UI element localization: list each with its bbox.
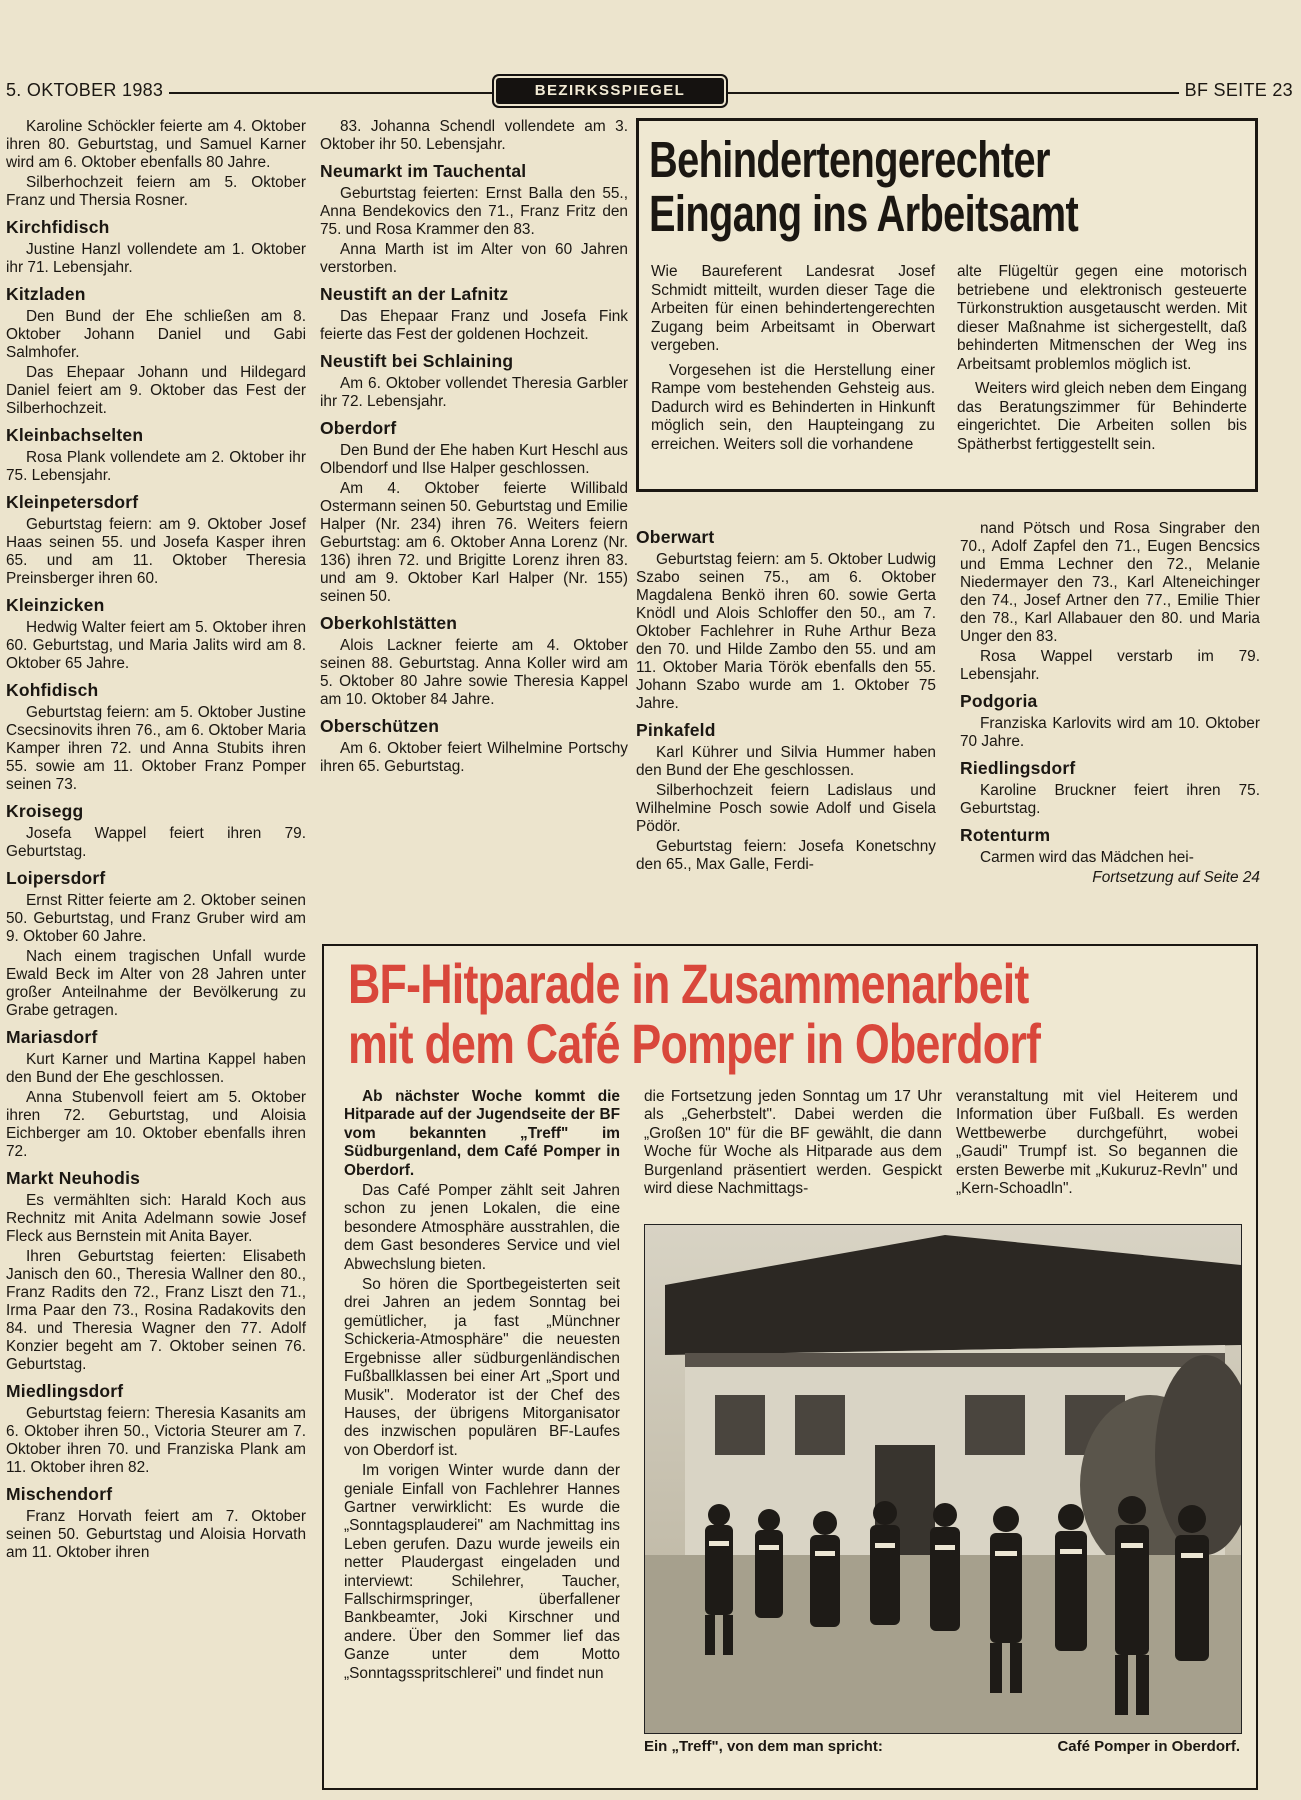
column-2 (320, 118, 628, 778)
paragraph: Carmen wird das Mädchen hei- (980, 849, 1194, 866)
paragraph: Karoline Bruckner feiert ihren 75. Geburtstag. (960, 782, 1260, 817)
photo-illustration (645, 1225, 1241, 1733)
page-header (6, 80, 1293, 106)
photo-caption (644, 1738, 1240, 1755)
paragraph: Am 4. Oktober feierte Willibald Ostermann seinen 50. Geburtstag und Emilie Halper (Nr. 234) ihren 76. Weiters feiern Geburtstag: am 6. Oktober Anna Lorenz (Nr. 136) ihren 72. und Brigitte Lorenz ihren 83. und am 9. Oktober Karl Halper (Nr. 155) seinen 50. (320, 480, 628, 605)
paragraph: Ernst Ritter feierte am 2. Oktober seinen 50. Geburtstag, und Franz Gruber wird am 9. Oktober 60 Jahre. (6, 892, 306, 945)
locality-heading: Oberkohlstätten (320, 613, 458, 633)
column-1 (6, 118, 306, 1564)
paragraph: 83. Johanna Schendl vollendete am 3. Oktober ihr 50. Lebensjahr. (320, 118, 628, 153)
caption-left: Ein „Treff", von dem man spricht: (644, 1738, 883, 1755)
page-number: BF SEITE 23 (1179, 80, 1293, 101)
locality-heading: Oberschützen (320, 716, 440, 736)
paragraph: Weiters wird gleich neben dem Eingang das Beratungszimmer für Behinderte eingerichtet. Die Arbeiten sollen bis Spätherbst fertiggestellt sein. (957, 380, 1247, 453)
paragraph: Geburtstag feiern: am 5. Oktober Ludwig Szabo seinen 75., am 6. Oktober Magdalena Benkö ihren 60. sowie Gerta Knödl und Alois Schloffer den 50., am 7. Oktober Fachlehrer in Ruhe Arthur Beza den 70. und Hilde Zambo den 55. und am 11. Oktober Maria Török ebenfalls den 55. Johann Szabo wurde am 1. Oktober 75 Jahre. (636, 551, 936, 712)
paragraph: Rosa Wappel verstarb im 79. Lebensjahr. (960, 648, 1260, 683)
paragraph: Geburtstag feierten: Ernst Balla den 55., Anna Bendekovics den 71., Franz Fritz den 75. und Rosa Krammer den 83. (320, 185, 628, 238)
column-3 (636, 520, 936, 876)
locality-heading: Podgoria (960, 691, 1038, 711)
paragraph: Karl Kührer und Silvia Hummer haben den Bund der Ehe geschlossen. (636, 744, 936, 779)
headline-line-1: BF-Hitparade in Zusammenarbeit (348, 952, 1029, 1015)
lead-paragraph: Ab nächster Woche kommt die Hitparade auf der Jugendseite der BF vom bekannten „Treff" im Südburgenland, dem Café Pomper in Oberdorf. (344, 1088, 620, 1179)
paragraph: Silberhochzeit feiern am 5. Oktober Franz und Thersia Rosner. (6, 174, 306, 209)
paragraph: Franz Horvath feiert am 7. Oktober seinen 50. Geburtstag und Aloisia Horvath am 11. Oktober ihren (6, 1508, 306, 1561)
paragraph: Es vermählten sich: Harald Koch aus Rechnitz mit Anita Adelmann sowie Josef Fleck aus Bernstein mit Anita Bayer. (6, 1192, 306, 1245)
locality-heading: Oberwart (636, 527, 715, 547)
locality-heading: Neustift bei Schlaining (320, 351, 514, 371)
article-arbeitsamt-col-a (651, 263, 935, 460)
paragraph: Josefa Wappel feiert ihren 79. Geburtstag. (6, 825, 306, 860)
cafe-pomper-photo (644, 1224, 1242, 1734)
issue-date: 5. OKTOBER 1983 (6, 80, 169, 101)
paragraph: Kurt Karner und Martina Kappel haben den Bund der Ehe geschlossen. (6, 1051, 306, 1086)
paragraph: Das Café Pomper zählt seit Jahren schon zu jenen Lokalen, die eine besondere Atmosphäre ausstrahlen, die dem Gast besonderes Service und viel Abwechslung bieten. (344, 1182, 620, 1273)
paragraph: So hören die Sportbegeisterten seit drei Jahren an jedem Sonntag bei gemütlicher, ja fast „Münchner Schickeria-Atmosphäre" die neuesten Ergebnisse aller südburgenländischen Fußballklassen bei einer Art „Sport und Musik". Moderator ist der Chef des Hauses, der übrigens Mitorganisator des inzwischen populären BF-Laufes von Oberdorf ist. (344, 1276, 620, 1459)
locality-heading: Miedlingsdorf (6, 1381, 124, 1401)
paragraph: Den Bund der Ehe schließen am 8. Oktober Johann Daniel und Gabi Salmhofer. (6, 308, 306, 361)
paragraph: Den Bund der Ehe haben Kurt Heschl aus Olbendorf und Ilse Halper geschlossen. (320, 442, 628, 477)
locality-heading: Kroisegg (6, 801, 84, 821)
paragraph: Franziska Karlovits wird am 10. Oktober 70 Jahre. (960, 715, 1260, 750)
headline-line-1: Behindertengerechter (649, 131, 1050, 188)
article-hitparade-headline (348, 954, 1228, 1074)
paragraph: Am 6. Oktober vollendet Theresia Garbler ihr 72. Lebensjahr. (320, 375, 628, 410)
paragraph: Geburtstag feiern: am 5. Oktober Justine Csecsinovits ihren 76., am 6. Oktober Maria Kamper ihren 72. und Anna Stubits ihren 55. sowie am 11. Oktober Franz Pomper seinen 73. (6, 704, 306, 793)
headline-line-2: mit dem Café Pomper in Oberdorf (348, 1012, 1041, 1075)
article-hitparade-col-b (644, 1088, 942, 1200)
headline-line-2: Eingang ins Arbeitsamt (649, 185, 1079, 242)
paragraph: Vorgesehen ist die Herstellung einer Rampe vom bestehenden Gehsteig aus. Dadurch wird es Behinderten in Hinkunft möglich sein, den Haupteingang zu erreichen. Weiters soll die vorhandene (651, 361, 935, 453)
locality-heading: Pinkafeld (636, 720, 716, 740)
paragraph: alte Flügeltür gegen eine motorisch betriebene und elektronisch gesteuerte Türkonstruktion ausgetauscht werden. Mit dieser Maßnahme ist sichergestellt, daß behinderten Mitmenschen der Weg ins Arbeitsamt problemlos möglich ist. (957, 263, 1247, 373)
article-arbeitsamt-headline (649, 133, 1242, 241)
caption-right: Café Pomper in Oberdorf. (1057, 1738, 1240, 1755)
paragraph: Hedwig Walter feiert am 5. Oktober ihren 60. Geburtstag, und Maria Jalits wird am 8. Oktober 65 Jahre. (6, 619, 306, 672)
paragraph: Rosa Plank vollendete am 2. Oktober ihr 75. Lebensjahr. (6, 449, 306, 484)
article-hitparade-col-a (344, 1088, 620, 1685)
locality-heading: Markt Neuhodis (6, 1168, 141, 1188)
paragraph: Karoline Schöckler feierte am 4. Oktober ihren 80. Geburtstag, und Samuel Karner wird am 6. Oktober ebenfalls 80 Jahre. (6, 118, 306, 171)
paragraph: Silberhochzeit feiern Ladislaus und Wilhelmine Posch sowie Adolf und Gisela Pödör. (636, 782, 936, 835)
paragraph: Anna Marth ist im Alter von 60 Jahren verstorben. (320, 241, 628, 276)
paragraph: Geburtstag feiern: am 9. Oktober Josef Haas seinen 55. und Josefa Kasper ihren 65. und am 11. Oktober Theresia Preinsberger ihren 60. (6, 516, 306, 587)
locality-heading: Mariasdorf (6, 1027, 98, 1047)
paragraph: Geburtstag feiern: Josefa Konetschny den 65., Max Galle, Ferdi- (636, 838, 936, 873)
locality-heading: Kleinbachselten (6, 425, 144, 445)
paragraph: Anna Stubenvoll feiert am 5. Oktober ihren 72. Geburtstag, und Aloisia Eichberger am 10. Oktober ebenfalls ihren 72. (6, 1089, 306, 1160)
locality-heading: Riedlingsdorf (960, 758, 1076, 778)
paragraph: Am 6. Oktober feiert Wilhelmine Portschy ihren 65. Geburtstag. (320, 740, 628, 775)
continuation-note: Fortsetzung auf Seite 24 (1092, 869, 1260, 886)
article-hitparade-col-c (956, 1088, 1238, 1200)
locality-heading: Rotenturm (960, 825, 1051, 845)
section-title: BEZIRKSSPIEGEL (496, 78, 724, 104)
locality-heading: Kitzladen (6, 284, 86, 304)
locality-heading: Oberdorf (320, 418, 397, 438)
paragraph: Geburtstag feiern: Theresia Kasanits am 6. Oktober ihren 50., Victoria Steurer am 7. Oktober ihren 70. und Franziska Plank am 11. Oktober ihren 82. (6, 1405, 306, 1476)
article-arbeitsamt-col-b (957, 263, 1247, 460)
locality-heading: Neumarkt im Tauchental (320, 161, 527, 181)
article-hitparade (322, 944, 1258, 1790)
paragraph: Ihren Geburtstag feierten: Elisabeth Janisch den 60., Theresia Wallner den 80., Franz Radits den 72., Franz Liszt den 71., Irma Paar den 73., Rosina Radakovits den 84. und Theresia Wagner den 77. Adolf Konzier begeht am 7. Oktober seinen 76. Geburtstag. (6, 1248, 306, 1373)
paragraph: Das Ehepaar Franz und Josefa Fink feierte das Fest der goldenen Hochzeit. (320, 308, 628, 343)
column-4 (960, 520, 1260, 889)
paragraph: Das Ehepaar Johann und Hildegard Daniel feiert am 9. Oktober das Fest der Silberhochzeit. (6, 364, 306, 417)
locality-heading: Kohfidisch (6, 680, 99, 700)
locality-heading: Loipersdorf (6, 868, 106, 888)
paragraph: Im vorigen Winter wurde dann der geniale Einfall von Fachlehrer Hannes Gartner verwirklicht: Es wurde die „Sonntagsplauderei" am Nachmittag ins Leben gerufen. Dazu wurde jeweils ein netter Plaudergast eingeladen und interviewt: Schilehrer, Taucher, Fallschirmspringer, überfallener Bankbeamter, Joki Kirschner und andere. Über den Sommer lief das Ganze unter dem Motto „Sonntagsspritschlerei" und findet nun (344, 1462, 620, 1682)
paragraph: Wie Baureferent Landesrat Josef Schmidt mitteilt, wurden dieser Tage die Arbeiten für einen behindertengerechten Zugang beim Arbeitsamt in Oberwart vergeben. (651, 263, 935, 354)
article-arbeitsamt (636, 118, 1258, 492)
locality-heading: Neustift an der Lafnitz (320, 284, 509, 304)
paragraph: nand Pötsch und Rosa Singraber den 70., Adolf Zapfel den 71., Eugen Bencsics und Emma Lechner den 72., Melanie Niedermayer den 73., Karl Alteneichinger den 74., Josef Artner den 77., Emilie Thier den 78., Karl Allabauer den 80. und Maria Unger den 83. (960, 520, 1260, 645)
paragraph: Alois Lackner feierte am 4. Oktober seinen 88. Geburtstag. Anna Koller wird am 5. Oktober 80 Jahre sowie Theresia Kappel am 10. Oktober 84 Jahre. (320, 637, 628, 708)
paragraph: die Fortsetzung jeden Sonntag um 17 Uhr als „Geherbstelt". Dabei werden die „Großen 10" für die BF gewählt, die dann Woche für Woche als Hitparade aus dem Burgenland präsentiert werden. Gespickt wird diese Nachmittags- (644, 1088, 942, 1198)
paragraph: Justine Hanzl vollendete am 1. Oktober ihr 71. Lebensjahr. (6, 241, 306, 276)
paragraph: Nach einem tragischen Unfall wurde Ewald Beck im Alter von 28 Jahren unter großer Anteilnahme der Bevölkerung zu Grabe getragen. (6, 948, 306, 1019)
locality-heading: Kleinzicken (6, 595, 105, 615)
paragraph: veranstaltung mit viel Heiterem und Information über Fußball. Es werden Wettbewerbe durchgeführt, wobei „Gaudi" Trumpf ist. So begannen die ersten Bewerbe mit „Kukuruz-Revln" und „Kern-Schoadln". (956, 1088, 1238, 1198)
locality-heading: Kleinpetersdorf (6, 492, 139, 512)
locality-heading: Mischendorf (6, 1484, 113, 1504)
locality-heading: Kirchfidisch (6, 217, 110, 237)
